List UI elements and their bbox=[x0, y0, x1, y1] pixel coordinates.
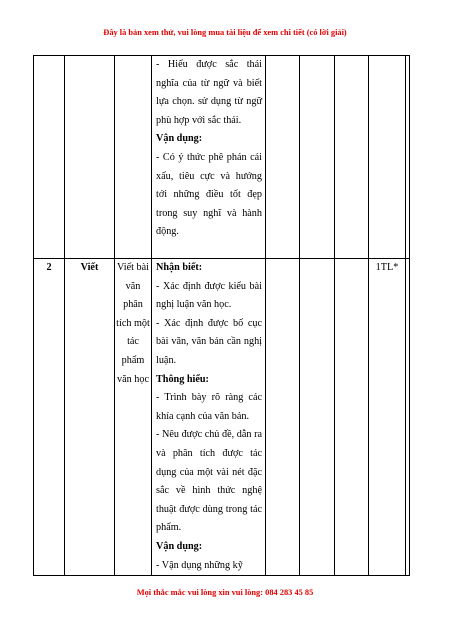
requirement-line: - Hiểu được sắc thái nghĩa của từ ngữ và biết lựa chọn. sử dụng từ ngữ phù hợp với sắc thái. bbox=[156, 59, 262, 126]
empty-cell bbox=[406, 56, 410, 259]
row-number: 2 bbox=[34, 259, 65, 576]
preview-notice: Đây là bản xem thử, vui lòng mua tài liệu để xem chi tiết (có lời giải) bbox=[103, 28, 347, 37]
empty-cell bbox=[406, 259, 410, 576]
row-number bbox=[34, 56, 65, 259]
skill-cell: Viết bbox=[65, 259, 115, 576]
requirement-line: - Trình bày rõ ràng các khía cạnh của văn bản. bbox=[156, 392, 262, 422]
unit-cell: Viết bài văn phân tích một tác phẩm văn học bbox=[115, 259, 152, 576]
level-heading: Thông hiểu: bbox=[156, 373, 209, 385]
skill-cell bbox=[65, 56, 115, 259]
requirement-line: - Vận dụng những kỹ bbox=[156, 559, 243, 571]
level-cell bbox=[335, 259, 369, 576]
specification-table bbox=[33, 55, 410, 576]
table-row bbox=[34, 56, 410, 259]
level-cell bbox=[300, 259, 335, 576]
requirement-line: - Nêu được chủ đề, dẫn ra và phân tích được tác dụng của một vài nét đặc sắc về hình thức nghệ thuật được dùng trong tác phẩm. bbox=[156, 429, 262, 534]
requirement-line: - Xác định được kiểu bài nghị luận văn học. bbox=[156, 280, 262, 311]
requirements-cell bbox=[152, 56, 266, 259]
table-row bbox=[34, 259, 410, 576]
level-heading: Vận dụng: bbox=[156, 540, 203, 552]
level-heading: Nhận biết: bbox=[156, 262, 203, 273]
requirement-line: - Có ý thức phê phán cái xấu, tiêu cực và hướng tới những điều tốt đẹp trong suy nghĩ và hành động. bbox=[156, 151, 262, 238]
level-cell bbox=[335, 56, 369, 259]
question-count-cell: 1TL* bbox=[369, 259, 406, 576]
unit-cell bbox=[115, 56, 152, 259]
level-cell bbox=[300, 56, 335, 259]
question-count-cell bbox=[369, 56, 406, 259]
contact-notice: Mọi thắc mắc vui lòng xin vui lòng: 084 283 45 85 bbox=[136, 588, 314, 597]
requirements-cell bbox=[152, 259, 266, 576]
level-cell bbox=[266, 259, 300, 576]
level-heading: Vận dụng: bbox=[156, 133, 203, 145]
requirement-line: - Xác định được bố cục bài văn, văn bản cần nghị luận. bbox=[156, 317, 262, 366]
level-cell bbox=[266, 56, 300, 259]
